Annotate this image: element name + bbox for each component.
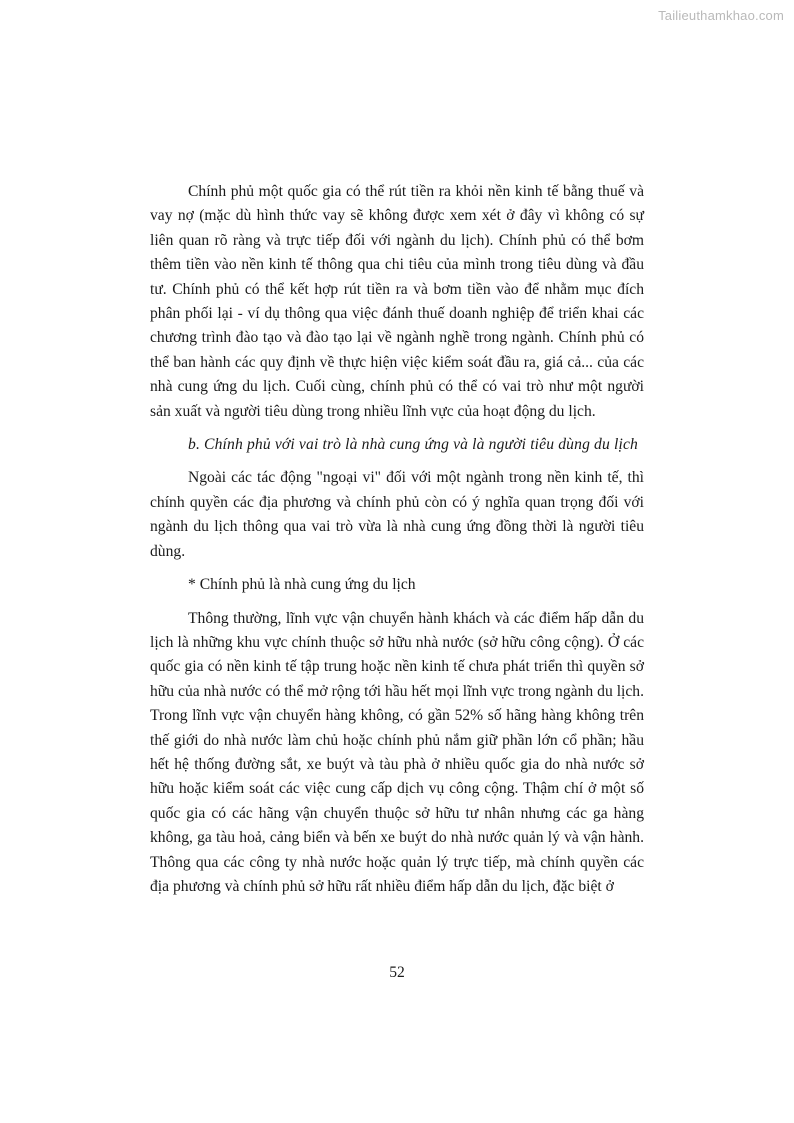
paragraph-state-ownership: Thông thường, lĩnh vực vận chuyển hành khách và các điểm hấp dẫn du lịch là những khu vực chính thuộc sở hữu nhà nước (sở hữu công cộng). Ở các quốc gia có nền kinh tế tập trung hoặc nền kinh tế chưa phát triển thì quyền sở hữu của nhà nước có thể mở rộng tới hầu hết mọi lĩnh vực trong ngành du lịch. Trong lĩnh vực vận chuyển hàng không, có gần 52% số hãng hàng không trên thế giới do nhà nước làm chủ hoặc chính phủ nắm giữ phần lớn cổ phần; hầu hết hệ thống đường sắt, xe buýt và tàu phà ở nhiều quốc gia do nhà nước sở hữu hoặc kiểm soát các việc cung cấp dịch vụ công cộng. Thậm chí ở một số quốc gia có các hãng vận chuyển thuộc sở hữu tư nhân nhưng các ga hàng không, ga tàu hoả, cảng biển và bến xe buýt do nhà nước quản lý và vận hành. Thông qua các công ty nhà nước hoặc quản lý trực tiếp, mà chính quyền các địa phương và chính phủ sở hữu rất nhiều điểm hấp dẫn du lịch, đặc biệt ở	[150, 609, 644, 895]
watermark-text: Tailieuthamkhao.com	[658, 8, 784, 23]
document-body	[150, 180, 644, 908]
section-heading-b: b. Chính phủ với vai trò là nhà cung ứng và là người tiêu dùng du lịch	[188, 436, 638, 454]
paragraph-external-impacts: Ngoài các tác động "ngoại vi" đối với một ngành trong nền kinh tế, thì chính quyền các địa phương và chính phủ còn có ý nghĩa quan trọng đối với ngành du lịch thông qua vai trò vừa là nhà cung ứng đồng thời là người tiêu dùng.	[150, 469, 644, 560]
page-number: 52	[389, 964, 405, 981]
bullet-government-supplier: * Chính phủ là nhà cung ứng du lịch	[188, 576, 416, 594]
paragraph-government-finance: Chính phủ một quốc gia có thể rút tiền ra khỏi nền kinh tế bằng thuế và vay nợ (mặc dù hình thức vay sẽ không được xem xét ở đây vì không có sự liên quan rõ ràng và trực tiếp đối với ngành du lịch). Chính phủ có thể bơm thêm tiền vào nền kinh tế thông qua chi tiêu của mình trong tiêu dùng và đầu tư. Chính phủ có thể kết hợp rút tiền ra và bơm tiền vào để nhằm mục đích phân phối lại - ví dụ thông qua việc đánh thuế doanh nghiệp để triển khai các chương trình đào tạo và đào tạo lại về ngành nghề trong ngành. Chính phủ có thể ban hành các quy định về thực hiện việc kiểm soát đầu ra, giá cả... của các nhà cung ứng du lịch. Cuối cùng, chính phủ có thể có vai trò như một người sản xuất và người tiêu dùng trong nhiều lĩnh vực của hoạt động du lịch.	[150, 183, 644, 420]
